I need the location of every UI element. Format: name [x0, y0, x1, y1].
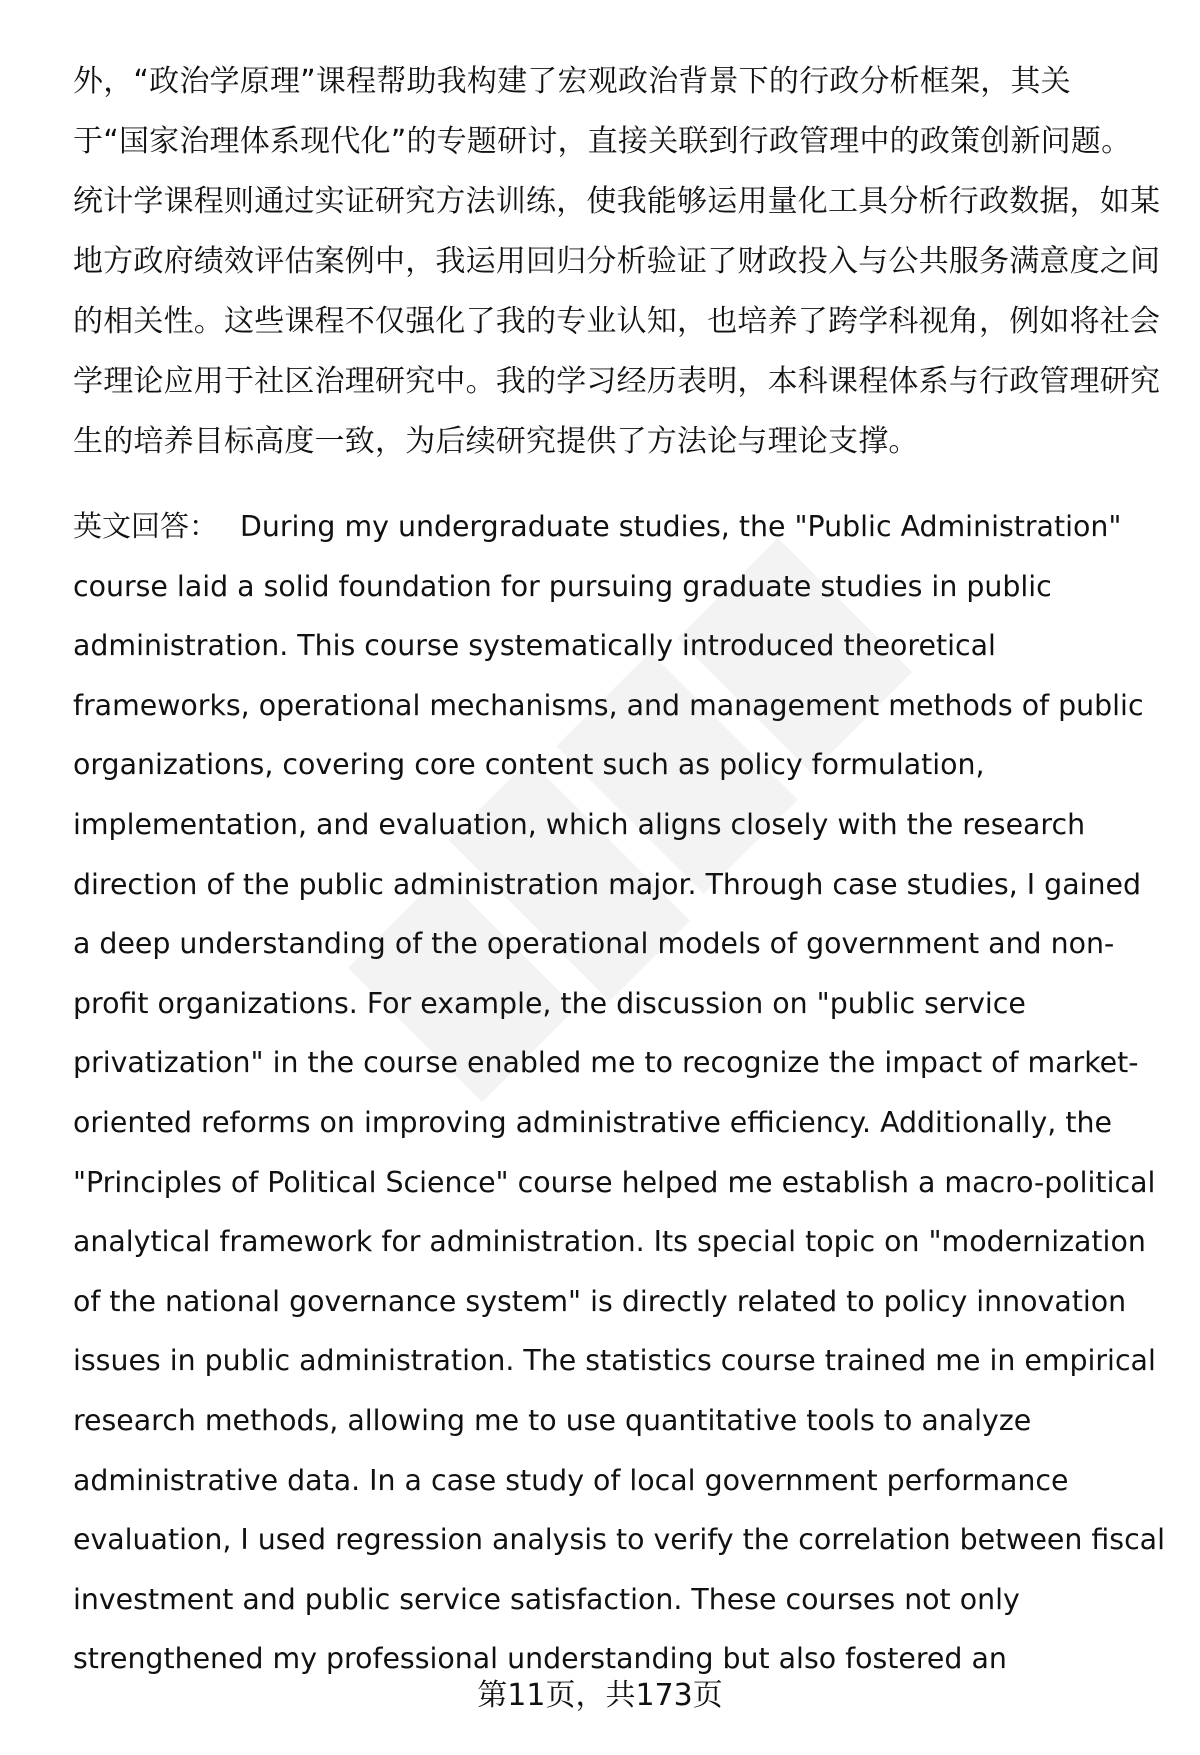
english-line: evaluation, I used regression analysis to verify the correlation between fiscal [73, 1523, 1165, 1557]
chinese-line: 统计学课程则通过实证研究方法训练，使我能够运用量化工具分析行政数据，如某 [73, 184, 1161, 219]
chinese-line: 于“国家治理体系现代化”的专题研讨，直接关联到行政管理中的政策创新问题。 [73, 124, 1132, 159]
chinese-line: 外，“政治学原理”课程帮助我构建了宏观政治背景下的行政分析框架，其关 [73, 64, 1071, 99]
english-line: course laid a solid foundation for pursuing graduate studies in public [73, 569, 1052, 603]
chinese-line: 生的培养目标高度一致，为后续研究提供了方法论与理论支撑。 [73, 424, 919, 459]
chinese-line: 地方政府绩效评估案例中，我运用回归分析验证了财政投入与公共服务满意度之间 [73, 244, 1161, 279]
english-line: issues in public administration. The statistics course trained me in empirical [73, 1344, 1156, 1378]
english-line: a deep understanding of the operational models of government and non- [73, 927, 1115, 961]
english-line: of the national governance system" is directly related to policy innovation [73, 1284, 1127, 1318]
english-line: "Principles of Political Science" course helped me establish a macro-political [73, 1165, 1156, 1199]
english-line: administrative data. In a case study of local government performance [73, 1463, 1069, 1497]
page-number: 第11页，共173页 [477, 1678, 723, 1713]
english-line: frameworks, operational mechanisms, and management methods of public [73, 688, 1144, 722]
english-line: oriented reforms on improving administrative efficiency. Additionally, the [73, 1105, 1112, 1139]
english-line: investment and public service satisfaction. These courses not only [73, 1582, 1020, 1616]
english-answer [73, 497, 1173, 1689]
english-line: profit organizations. For example, the discussion on "public service [73, 986, 1026, 1020]
english-line: direction of the public administration major. Through case studies, I gained [73, 867, 1141, 901]
english-first-line [73, 497, 1173, 557]
english-line: analytical framework for administration. Its special topic on "modernization [73, 1225, 1146, 1259]
english-line: administration. This course systematically introduced theoretical [73, 629, 996, 663]
english-line: strengthened my professional understanding but also fostered an [73, 1642, 1007, 1676]
chinese-line: 的相关性。这些课程不仅强化了我的专业认知，也培养了跨学科视角，例如将社会 [73, 304, 1161, 339]
chinese-line: 学理论应用于社区治理研究中。我的学习经历表明，本科课程体系与行政管理研究 [73, 364, 1161, 399]
english-line: implementation, and evaluation, which aligns closely with the research [73, 807, 1086, 841]
english-line: During my undergraduate studies, the "Public Administration" [240, 510, 1122, 543]
english-line: research methods, allowing me to use quantitative tools to analyze [73, 1403, 1032, 1437]
chinese-paragraph [73, 52, 1163, 472]
english-answer-label: 英文回答： [73, 509, 219, 543]
english-line: privatization" in the course enabled me to recognize the impact of market- [73, 1046, 1139, 1080]
english-line: organizations, covering core content such as policy formulation, [73, 748, 985, 782]
